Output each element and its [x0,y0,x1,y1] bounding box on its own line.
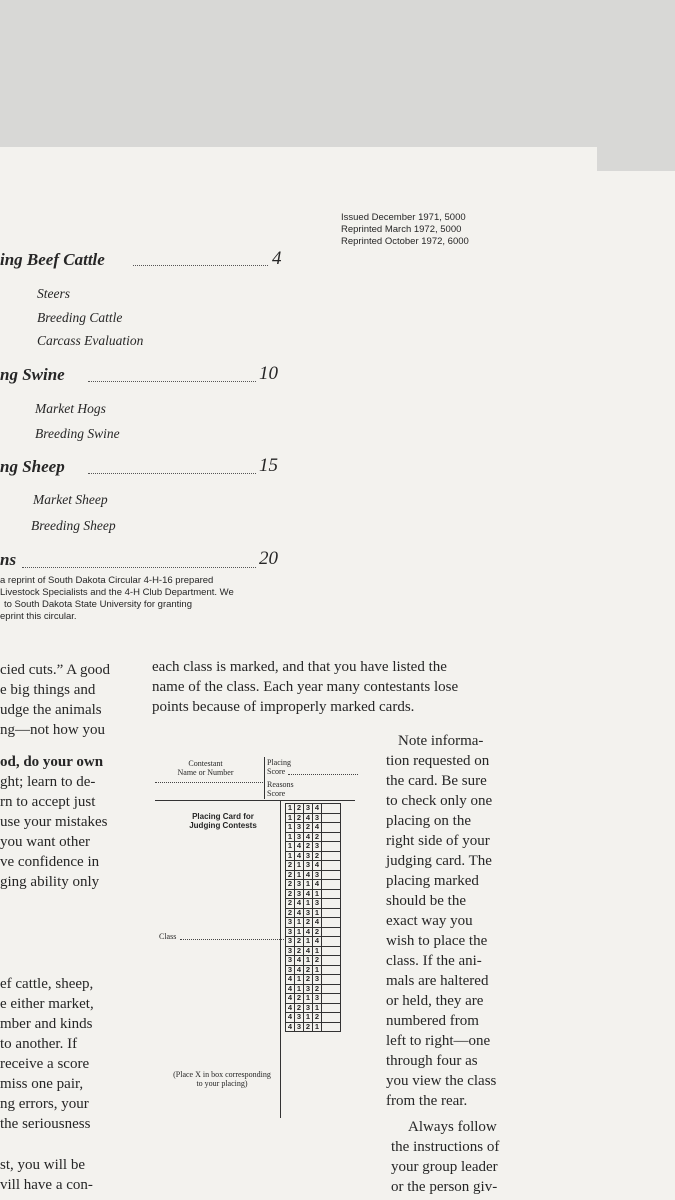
placing-digit: 1 [286,851,295,861]
placing-digit: 1 [295,870,304,880]
placing-digit: 2 [286,861,295,871]
placing-digit: 2 [304,842,313,852]
text-line: e either market, [0,996,94,1012]
placing-digit: 3 [286,937,295,947]
toc-title-sheep: ng Sheep [0,457,65,476]
placing-digit: 2 [286,899,295,909]
text-line: mals are haltered [386,973,489,989]
placing-checkbox[interactable] [322,918,341,928]
placing-checkbox[interactable] [322,889,341,899]
toc-item: Breeding Sheep [31,518,116,533]
placing-digit: 4 [313,823,322,833]
placing-digit: 4 [286,984,295,994]
issue-line: Issued December 1971, 5000 [341,212,466,223]
placing-row [286,1013,341,1023]
placing-row [286,975,341,985]
placing-row [286,937,341,947]
issue-line: Reprinted October 1972, 6000 [341,236,469,247]
text-line: the card. Be sure [386,773,487,789]
placing-digit: 1 [304,880,313,890]
placing-digit: 2 [304,965,313,975]
placing-digit: 3 [295,832,304,842]
placing-checkbox[interactable] [322,804,341,814]
placing-digit: 3 [313,870,322,880]
placing-digit: 3 [313,813,322,823]
placing-row [286,994,341,1004]
placing-row [286,880,341,890]
text-line: or the person giv- [391,1179,498,1195]
toc-item: Market Sheep [33,492,108,507]
placing-digit: 3 [295,889,304,899]
placing-row [286,918,341,928]
placing-digit: 1 [286,813,295,823]
text-line: to check only one [386,793,493,809]
text-line: you view the class [386,1073,497,1089]
placing-digit: 3 [286,965,295,975]
placing-digit: 2 [295,1003,304,1013]
placing-digit: 2 [304,823,313,833]
toc-leader [22,566,256,568]
credit-line: to South Dakota State University for granting [4,599,192,610]
text-line: od, do your own [0,754,104,770]
text-line: ve confidence in [0,854,100,870]
placing-row [286,956,341,966]
text-line: st, you will be [0,1157,85,1173]
placing-digit: 4 [313,937,322,947]
credit-note [0,575,295,623]
placing-digit: 1 [313,946,322,956]
contestant-line [155,782,265,783]
placing-row [286,832,341,842]
placing-digit: 1 [304,899,313,909]
right-paragraph [391,1117,531,1197]
toc-page-last: 20 [259,548,278,569]
placing-digit: 2 [295,937,304,947]
card-instruction: (Place X in box corresponding to your placing) [173,1070,271,1088]
placing-digit: 2 [304,1022,313,1032]
placing-digit: 4 [295,851,304,861]
placing-digit: 4 [286,1022,295,1032]
placing-row [286,946,341,956]
placing-digit: 3 [304,861,313,871]
placing-digit: 3 [313,899,322,909]
placing-digit: 3 [286,956,295,966]
placing-digit: 4 [295,842,304,852]
text-line: should be the [386,893,466,909]
placing-digit: 1 [313,1003,322,1013]
placing-digit: 4 [295,965,304,975]
placing-row [286,861,341,871]
reasons-score-label: Reasons Score [267,780,294,798]
placing-digit: 3 [313,994,322,1004]
placing-digit: 1 [286,832,295,842]
placing-digit: 4 [295,908,304,918]
placing-digit: 4 [313,804,322,814]
placing-digit: 3 [313,975,322,985]
placing-digit: 1 [304,956,313,966]
placing-digit: 2 [313,1013,322,1023]
text-line: through four as [386,1053,478,1069]
text-line: ng—not how you [0,722,105,738]
placing-digit: 2 [304,975,313,985]
text-line: points because of improperly marked cards. [152,699,415,715]
placing-digit: 1 [286,823,295,833]
text-line: class. If the ani- [386,953,482,969]
issue-info [341,212,469,248]
placing-score-line [288,774,358,775]
placing-digit: 2 [313,851,322,861]
placing-score-label: Placing Score [267,758,291,776]
placing-checkbox[interactable] [322,880,341,890]
placing-row [286,870,341,880]
text-line: udge the animals [0,702,102,718]
placing-digit: 1 [304,1013,313,1023]
placing-row [286,823,341,833]
class-line [180,939,284,940]
text-line: e big things and [0,682,96,698]
placing-digit: 1 [313,965,322,975]
text-line: your group leader [391,1159,498,1175]
placing-checkbox[interactable] [322,1013,341,1023]
placing-checkbox[interactable] [322,861,341,871]
placing-digit: 3 [304,908,313,918]
placing-digit: 2 [295,946,304,956]
placing-digit: 4 [304,832,313,842]
placing-digit: 2 [304,918,313,928]
middle-paragraph [152,657,458,717]
placing-checkbox[interactable] [322,927,341,937]
placing-row [286,984,341,994]
placing-row [286,889,341,899]
text-line: exact way you [386,913,473,929]
placing-digit: 3 [295,823,304,833]
placing-checkbox[interactable] [322,946,341,956]
placing-digit: 2 [313,832,322,842]
placing-row [286,804,341,814]
text-line: or held, they are [386,993,484,1009]
placing-checkbox[interactable] [322,975,341,985]
text-line: numbered from [386,1013,479,1029]
placing-digit: 4 [304,946,313,956]
placing-checkbox[interactable] [322,842,341,852]
placing-row [286,851,341,861]
placing-checkbox[interactable] [322,823,341,833]
placing-digit: 1 [295,861,304,871]
text-line: tion requested on [386,753,490,769]
placing-digit: 1 [286,842,295,852]
placing-row [286,899,341,909]
text-line: from the rear. [386,1093,468,1109]
placing-digit: 2 [295,994,304,1004]
text-line: judging card. The [386,853,492,869]
left-paragraph [0,752,117,892]
placing-checkbox[interactable] [322,965,341,975]
placing-digit: 3 [304,851,313,861]
toc-leader [133,264,268,266]
placing-digit: 1 [304,994,313,1004]
left-paragraph [0,1155,117,1195]
text-line: you want other [0,834,90,850]
placing-digit: 4 [286,975,295,985]
toc-item: Carcass Evaluation [37,333,144,348]
text-line: ging ability only [0,874,100,890]
placing-digit: 4 [304,889,313,899]
text-line: miss one pair, [0,1076,84,1092]
text-line: rn to accept just [0,794,96,810]
placing-row [286,813,341,823]
credit-line: Livestock Specialists and the 4-H Club Department. We [0,587,234,598]
toc-item: Market Hogs [35,401,106,416]
placing-checkbox[interactable] [322,984,341,994]
placing-digit: 4 [295,956,304,966]
placing-digit: 3 [295,1013,304,1023]
left-paragraph [0,660,117,740]
card-rule [155,800,355,801]
placing-digit: 3 [304,804,313,814]
toc-item: Breeding Cattle [37,310,123,325]
class-label: Class [159,932,177,941]
placing-digit: 4 [313,880,322,890]
text-line: use your mistakes [0,814,108,830]
toc-item: Breeding Swine [35,426,120,441]
card-divider [280,800,281,1118]
placing-checkbox[interactable] [322,1022,341,1032]
text-line: Always follow [408,1119,497,1135]
text-line: ef cattle, sheep, [0,976,94,992]
issue-line: Reprinted March 1972, 5000 [341,224,462,235]
placing-digit: 2 [313,927,322,937]
text-line: left to right—one [386,1033,491,1049]
toc-page-sheep: 15 [259,455,278,476]
placing-digit: 2 [286,908,295,918]
credit-line: a reprint of South Dakota Circular 4-H-16 prepared [0,575,214,586]
placing-row [286,842,341,852]
toc-leader [88,380,256,382]
placing-checkbox[interactable] [322,937,341,947]
left-paragraph [0,974,117,1134]
text-line: each class is marked, and that you have listed the [152,659,447,675]
text-line: name of the class. Each year many contestants lose [152,679,459,695]
placing-digit: 4 [313,918,322,928]
placing-digit: 4 [286,1003,295,1013]
right-paragraph [386,731,516,1111]
placing-digit: 1 [313,1022,322,1032]
placing-checkbox[interactable] [322,870,341,880]
placing-row [286,1022,341,1032]
placing-digit: 1 [313,908,322,918]
placing-digit: 3 [295,1022,304,1032]
text-line: ng errors, your [0,1096,89,1112]
toc-leader [88,472,256,474]
placing-digit: 1 [295,918,304,928]
placing-digit: 4 [286,1013,295,1023]
placing-checkbox[interactable] [322,832,341,842]
placing-digit: 4 [295,899,304,909]
text-line: placing marked [386,873,479,889]
placing-row [286,965,341,975]
placing-checkbox[interactable] [322,813,341,823]
placing-digit: 2 [295,804,304,814]
placing-digit: 4 [313,861,322,871]
toc-page-swine: 10 [259,363,278,384]
placing-checkbox[interactable] [322,956,341,966]
placing-digit: 4 [304,870,313,880]
placing-digit: 1 [286,804,295,814]
toc-page-beef: 4 [272,248,282,269]
contestant-label: Contestant Name or Number [177,759,234,777]
text-line: vill have a con- [0,1177,93,1193]
placing-digit: 3 [286,946,295,956]
text-line: Note informa- [398,733,484,749]
placing-digit: 1 [295,984,304,994]
placing-row [286,908,341,918]
placing-checkbox[interactable] [322,899,341,909]
placing-digit: 4 [304,813,313,823]
placing-digit: 1 [295,975,304,985]
credit-line: eprint this circular. [0,611,77,622]
placing-digit: 2 [295,813,304,823]
toc-title-last: ns [0,550,17,569]
placing-digit: 2 [286,870,295,880]
placing-digit: 3 [286,918,295,928]
placing-digit: 3 [304,984,313,994]
text-line: receive a score [0,1056,90,1072]
placing-digit: 4 [286,994,295,1004]
text-line: right side of your [386,833,490,849]
text-line: cied cuts.” A good [0,662,110,678]
placing-digit: 1 [295,927,304,937]
toc-item: Steers [37,286,70,301]
card-divider [264,757,265,799]
text-line: wish to place the [386,933,488,949]
text-line: placing on the [386,813,471,829]
text-line: the seriousness [0,1116,91,1132]
placing-checkbox[interactable] [322,994,341,1004]
placing-checkbox[interactable] [322,908,341,918]
placing-checkbox[interactable] [322,1003,341,1013]
placing-checkbox[interactable] [322,851,341,861]
card-title: Placing Card for Judging Contests [189,812,257,830]
toc-title-beef: ing Beef Cattle [0,250,105,269]
placing-digit: 2 [286,880,295,890]
placing-digit: 2 [286,889,295,899]
placing-digit: 3 [295,880,304,890]
text-line: the instructions of [391,1139,500,1155]
text-line: ght; learn to de- [0,774,96,790]
placing-digit: 3 [286,927,295,937]
placing-row [286,1003,341,1013]
placing-digit: 3 [313,842,322,852]
placing-row [286,927,341,937]
placing-digit: 3 [304,1003,313,1013]
text-line: mber and kinds [0,1016,93,1032]
text-line: to another. If [0,1036,78,1052]
placing-digit: 2 [313,984,322,994]
toc-title-swine: ng Swine [0,365,65,384]
placing-digit: 1 [313,889,322,899]
placing-grid [285,803,341,1032]
placing-digit: 4 [304,927,313,937]
placing-digit: 2 [313,956,322,966]
placing-digit: 1 [304,937,313,947]
